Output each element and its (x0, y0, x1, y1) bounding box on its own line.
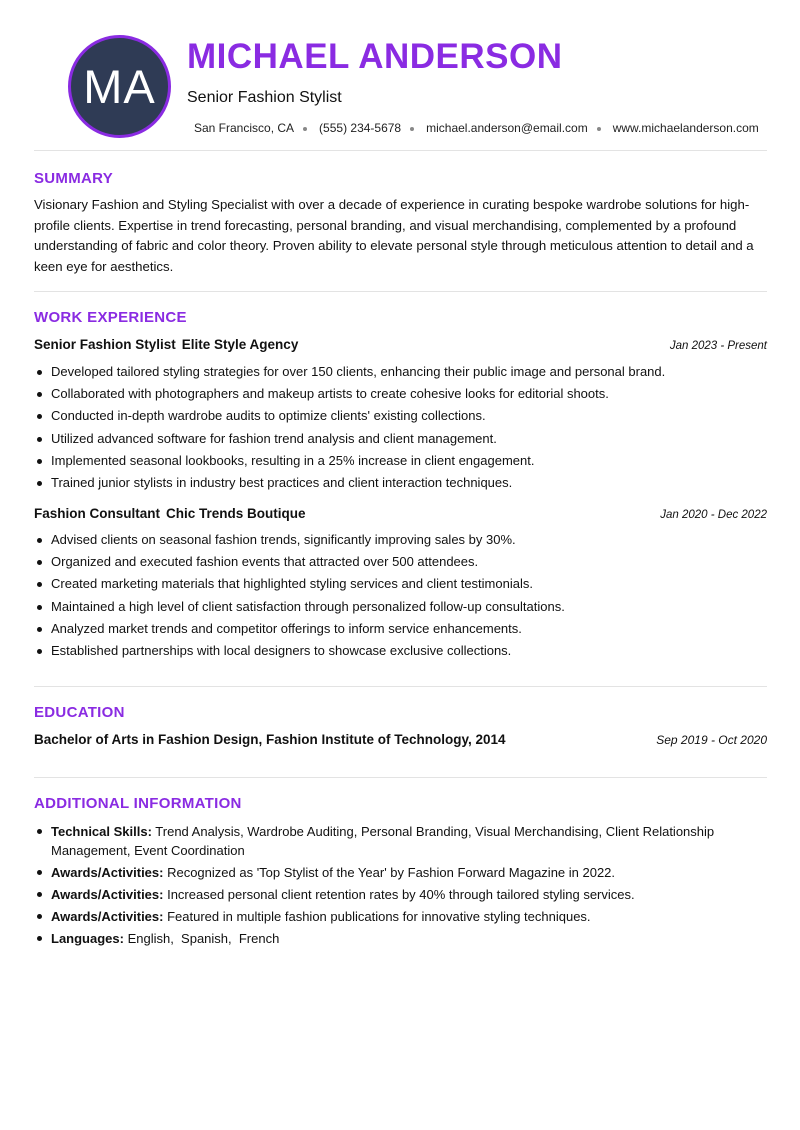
contact-line (194, 120, 759, 136)
job-header (34, 337, 767, 357)
section-divider (34, 150, 767, 151)
candidate-name: MICHAEL ANDERSON (187, 37, 563, 76)
job-company: Elite Style Agency (181, 337, 299, 352)
list-item: Implemented seasonal lookbooks, resulting in a 25% increase in client engagement. (34, 450, 767, 472)
info-label: Awards/Activities: (51, 887, 164, 902)
contact-phone: (555) 234-5678 (319, 121, 402, 135)
info-label: Technical Skills: (51, 824, 152, 839)
list-item: Advised clients on seasonal fashion trends, significantly improving sales by 30%. (34, 529, 767, 551)
list-item: Organized and executed fashion events that attracted over 500 attendees. (34, 551, 767, 573)
resume-header (34, 0, 767, 150)
job-dates: Jan 2023 - Present (669, 340, 767, 352)
job-bullets (34, 529, 767, 662)
list-item: Collaborated with photographers and makeup artists to create cohesive looks for editorial shoots. (34, 383, 767, 405)
info-text: Increased personal client retention rates by 40% through tailored styling services. (163, 887, 635, 902)
list-item: Utilized advanced software for fashion trend analysis and client management. (34, 428, 767, 450)
contact-email: michael.anderson@email.com (426, 121, 588, 135)
job-role-line (34, 337, 298, 352)
section-divider (34, 686, 767, 687)
list-item (34, 822, 767, 860)
summary-heading: SUMMARY (34, 170, 114, 187)
list-item: Maintained a high level of client satisfaction through personalized follow-up consultations. (34, 596, 767, 618)
contact-location: San Francisco, CA (194, 121, 295, 135)
separator-dot-icon (410, 127, 414, 131)
info-label: Awards/Activities: (51, 909, 164, 924)
info-text: English, Spanish, French (123, 931, 280, 946)
list-item: Developed tailored styling strategies for over 150 clients, enhancing their public image and personal brand. (34, 361, 767, 383)
list-item (34, 863, 767, 882)
section-divider (34, 777, 767, 778)
list-item: Established partnerships with local designers to showcase exclusive collections. (34, 640, 767, 662)
avatar: MA (68, 35, 171, 138)
additional-info-heading: ADDITIONAL INFORMATION (34, 795, 242, 812)
section-divider (34, 291, 767, 292)
work-experience-heading: WORK EXPERIENCE (34, 309, 187, 326)
list-item: Analyzed market trends and competitor offerings to inform service enhancements. (34, 618, 767, 640)
separator-dot-icon (597, 127, 601, 131)
additional-info-list (34, 822, 767, 951)
info-text: Recognized as 'Top Stylist of the Year' by Fashion Forward Magazine in 2022. (163, 865, 616, 880)
list-item (34, 929, 767, 948)
job-role-line (34, 506, 306, 521)
job-role: Fashion Consultant (34, 506, 160, 521)
list-item: Trained junior stylists in industry best practices and client interaction techniques. (34, 472, 767, 494)
info-text: Trend Analysis, Wardrobe Auditing, Personal Branding, Visual Merchandising, Client Relationship Management, Event Coordination (51, 824, 715, 858)
job-bullets (34, 361, 767, 494)
education-row (34, 732, 767, 747)
info-text: Featured in multiple fashion publications for innovative styling techniques. (163, 909, 591, 924)
education-heading: EDUCATION (34, 704, 125, 721)
list-item (34, 907, 767, 926)
info-label: Languages: (51, 931, 124, 946)
info-label: Awards/Activities: (51, 865, 164, 880)
job-role: Senior Fashion Stylist (34, 337, 176, 352)
education-dates: Sep 2019 - Oct 2020 (656, 733, 767, 747)
list-item: Created marketing materials that highlighted styling services and client testimonials. (34, 573, 767, 595)
list-item (34, 885, 767, 904)
list-item: Conducted in-depth wardrobe audits to optimize clients' existing collections. (34, 405, 767, 427)
job-dates: Jan 2020 - Dec 2022 (660, 509, 767, 521)
separator-dot-icon (303, 127, 307, 131)
summary-text: Visionary Fashion and Styling Specialist with over a decade of experience in curating bespoke wardrobe solutions for high-profile clients. Expertise in trend forecasting, personal branding, and visual merchandising, complemented by a profound understanding of fabric and color theory. Proven ability to elevate personal style through meticulous attention to detail and a keen eye for aesthetics. (34, 197, 754, 274)
job-header (34, 506, 767, 526)
education-degree: Bachelor of Arts in Fashion Design, Fashion Institute of Technology, 2014 (34, 732, 506, 747)
job-company: Chic Trends Boutique (166, 506, 306, 521)
contact-website: www.michaelanderson.com (612, 121, 759, 135)
candidate-title: Senior Fashion Stylist (187, 89, 342, 106)
